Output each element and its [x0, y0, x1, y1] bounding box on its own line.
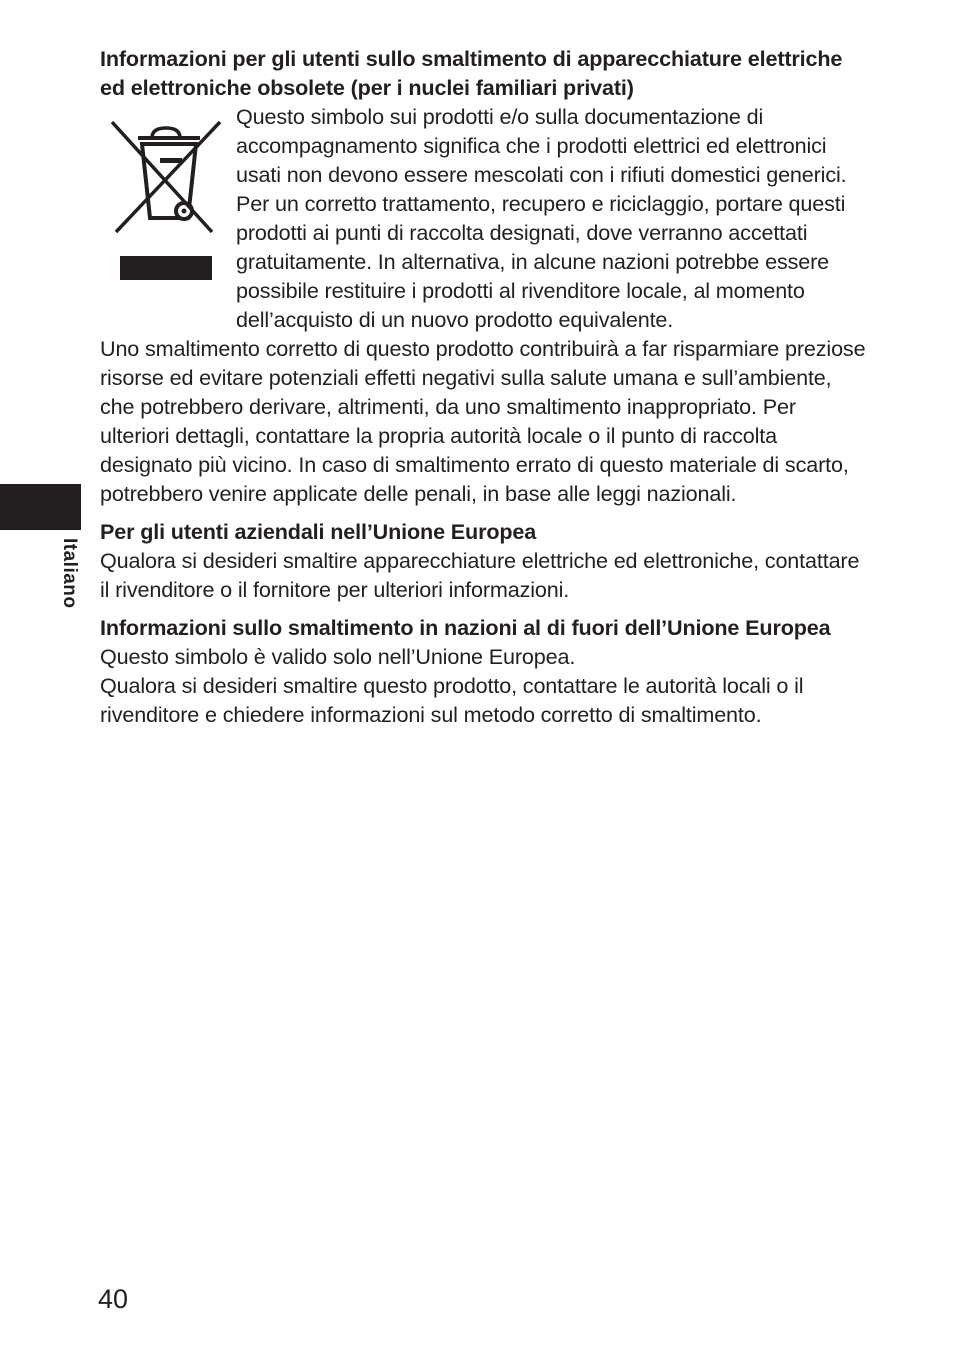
weee-solid-bar — [120, 256, 212, 280]
paragraph-collection: Per un corretto trattamento, recupero e riciclaggio, portare questi prodotti ai punti di raccolta designati, dove verranno accettati gratuitamente. In alternativa, in alcune nazioni potrebbe essere possibile restituire i prodotti al rivenditore locale, al momento dell’acquisto di un nuovo prodotto equivalente. — [236, 191, 846, 332]
weee-symbol — [98, 102, 234, 310]
paragraph-eu-only: Questo simbolo è valido solo nell’Unione Europea. — [100, 644, 576, 669]
paragraph-symbol-meaning: Questo simbolo sui prodotti e/o sulla documentazione di accompagnamento significa che i prodotti elettrici ed elettronici usati non devono essere mescolati con i rifiuti domestici generici. — [236, 104, 847, 187]
language-tab-label: Italiano — [59, 538, 80, 609]
paragraph-outside-eu-disposal: Qualora si desideri smaltire questo prodotto, contattare le autorità locali o il rivenditore e chiedere informazioni sul metodo corretto di smaltimento. — [100, 673, 804, 727]
page-number: 40 — [98, 1284, 129, 1314]
document-body — [100, 44, 870, 729]
paragraph-business: Qualora si desideri smaltire apparecchiature elettriche ed elettroniche, contattare il rivenditore o il fornitore per ulteriori informazioni. — [100, 548, 860, 602]
heading-business-users: Per gli utenti aziendali nell’Unione Europea — [100, 519, 537, 544]
heading-private-users: Informazioni per gli utenti sullo smaltimento di apparecchiature elettriche ed elettroniche obsolete (per i nuclei familiari privati) — [100, 46, 843, 100]
language-tab-marker — [0, 484, 81, 530]
heading-outside-eu: Informazioni sullo smaltimento in nazioni al di fuori dell’Unione Europea — [100, 615, 831, 640]
intro-block — [100, 102, 870, 334]
crossed-out-wheelie-bin-icon — [108, 118, 224, 246]
paragraph-benefits: Uno smaltimento corretto di questo prodotto contribuirà a far risparmiare preziose risorse ed evitare potenziali effetti negativi sulla salute umana e sull’ambiente, che potrebbero derivare, altrimenti, da uno smaltimento inappropriato. Per ulteriori dettagli, contattare la propria autorità locale o il punto di raccolta designato più vicino. In caso di smaltimento errato di questo materiale di scarto, potrebbero venire applicate delle penali, in base alle leggi nazionali. — [100, 336, 866, 506]
